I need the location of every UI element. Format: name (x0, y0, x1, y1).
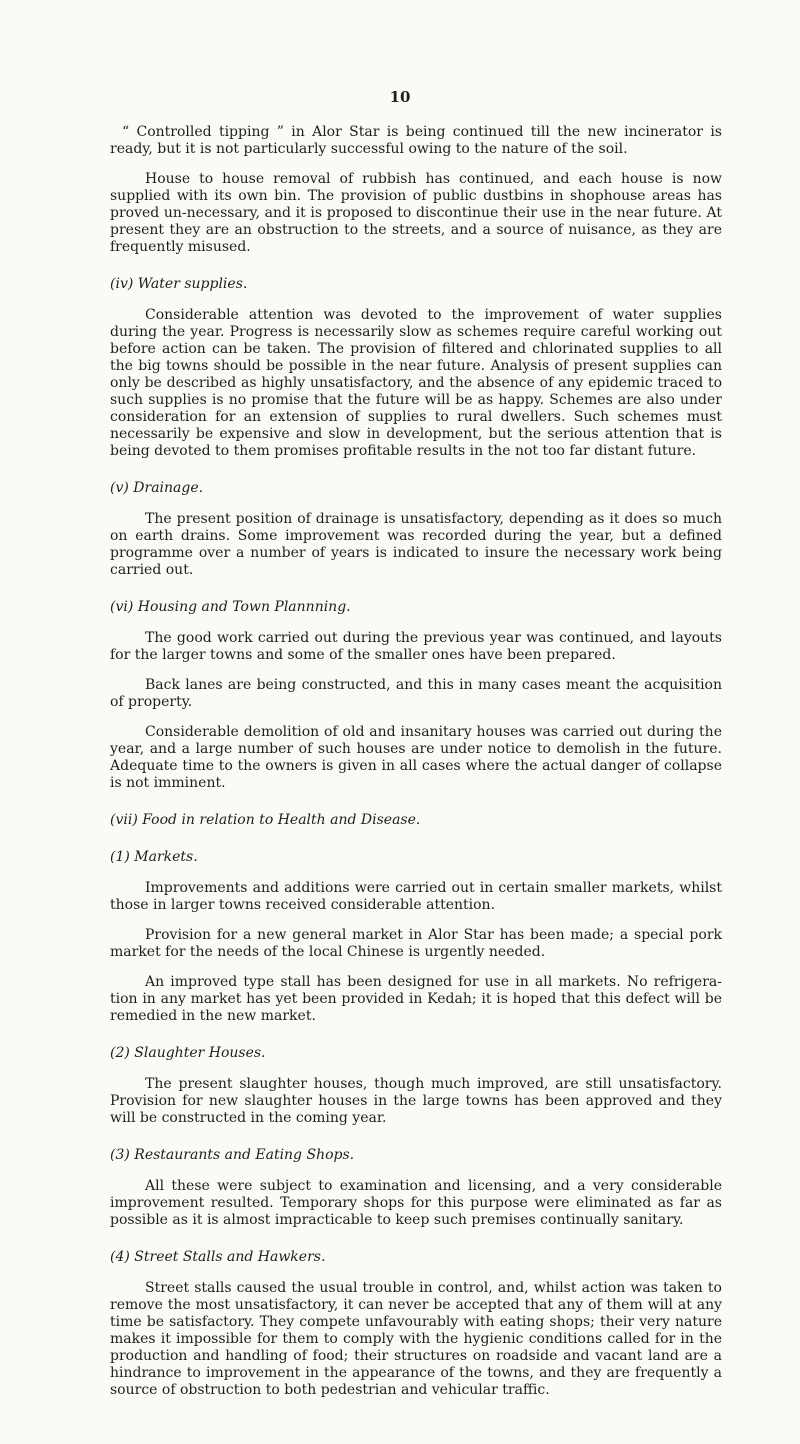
paragraph: Provision for a new general market in Alor Star has been made; a special pork market for the needs of the local Chinese is urgently needed. (110, 927, 722, 960)
page-number: 10 (389, 88, 411, 106)
paragraph: Street stalls caused the usual trouble in control, and, whilst action was taken to remove the most unsatisfactory, it can never be accepted that any of them will at any time be satisfactory. They compete unfavourably with eating shops; their very nature makes it impossible for them to comply with the hygienic conditions called for in the production and handling of food; their structures on roadside and vacant land are a hindrance to improvement in the appearance of the towns, and they are frequently a source of obstruction to both pedestrian and vehicular traffic. (110, 1280, 722, 1398)
section-heading: (2) Slaughter Houses. (110, 1045, 266, 1061)
section-heading: (vii) Food in relation to Health and Disease. (110, 812, 421, 828)
section-heading: (1) Markets. (110, 849, 198, 865)
section-heading: (4) Street Stalls and Hawkers. (110, 1249, 326, 1265)
section-heading: (3) Restaurants and Eating Shops. (110, 1147, 355, 1163)
paragraph: House to house removal of rubbish has continued, and each house is now supplied with its own bin. The provision of public dustbins in shophouse areas has proved un-necessary, and it is proposed to discontinue their use in the near future. At present they are an obstruction to the streets, and a source of nuisance, as they are frequently misused. (110, 171, 722, 255)
paragraph: Considerable demolition of old and insanitary houses was carried out during the year, and a large number of such houses are under notice to demolish in the future. Adequate time to the owners is given in all cases where the actual danger of collapse is not imminent. (110, 724, 722, 791)
paragraph: Back lanes are being constructed, and this in many cases meant the acquisition of property. (110, 677, 722, 710)
paragraph: The present position of drainage is unsatisfactory, depending as it does so much on earth drains. Some improvement was recorded during the year, but a defined programme over a number of years is indicated to insure the necessary work being carried out. (110, 511, 722, 578)
paragraph: “ Controlled tipping ” in Alor Star is being continued till the new incinerator is ready, but it is not particularly successful owing to the nature of the soil. (110, 124, 722, 157)
section-heading: (vi) Housing and Town Plannning. (110, 599, 351, 615)
paragraph: The good work carried out during the previous year was continued, and layouts for the larger towns and some of the smaller ones have been prepared. (110, 630, 722, 663)
paragraph: The present slaughter houses, though much improved, are still unsatisfactory. Provision for new slaughter houses in the large towns has been approved and they will be constructed in the coming year. (110, 1076, 722, 1126)
section-heading: (v) Drainage. (110, 480, 204, 496)
section-heading: (iv) Water supplies. (110, 276, 248, 292)
document-body (110, 124, 722, 1412)
paragraph: Considerable attention was devoted to the improvement of water supplies during the year. Progress is necessarily slow as schemes require careful working out before action can be taken. The provision of filtered and chlorinated supplies to all the big towns should be possible in the near future. Analysis of present supplies can only be described as highly unsatisfactory, and the absence of any epidemic traced to such supplies is no promise that the future will be as happy. Schemes are also under consideration for an extension of supplies to rural dwellers. Such schemes must necessarily be expensive and slow in development, but the serious attention that is being devoted to them promises profitable results in the not too far distant future. (110, 307, 722, 459)
paragraph: Improvements and additions were carried out in certain smaller markets, whilst those in larger towns received considerable attention. (110, 880, 722, 913)
paragraph: An improved type stall has been designed for use in all markets. No refrigera-tion in any market has yet been provided in Kedah; it is hoped that this defect will be remedied in the new market. (110, 974, 722, 1024)
paragraph: All these were subject to examination and licensing, and a very considerable improvement resulted. Temporary shops for this purpose were eliminated as far as possible as it is almost impracticable to keep such premises continually sanitary. (110, 1178, 722, 1228)
